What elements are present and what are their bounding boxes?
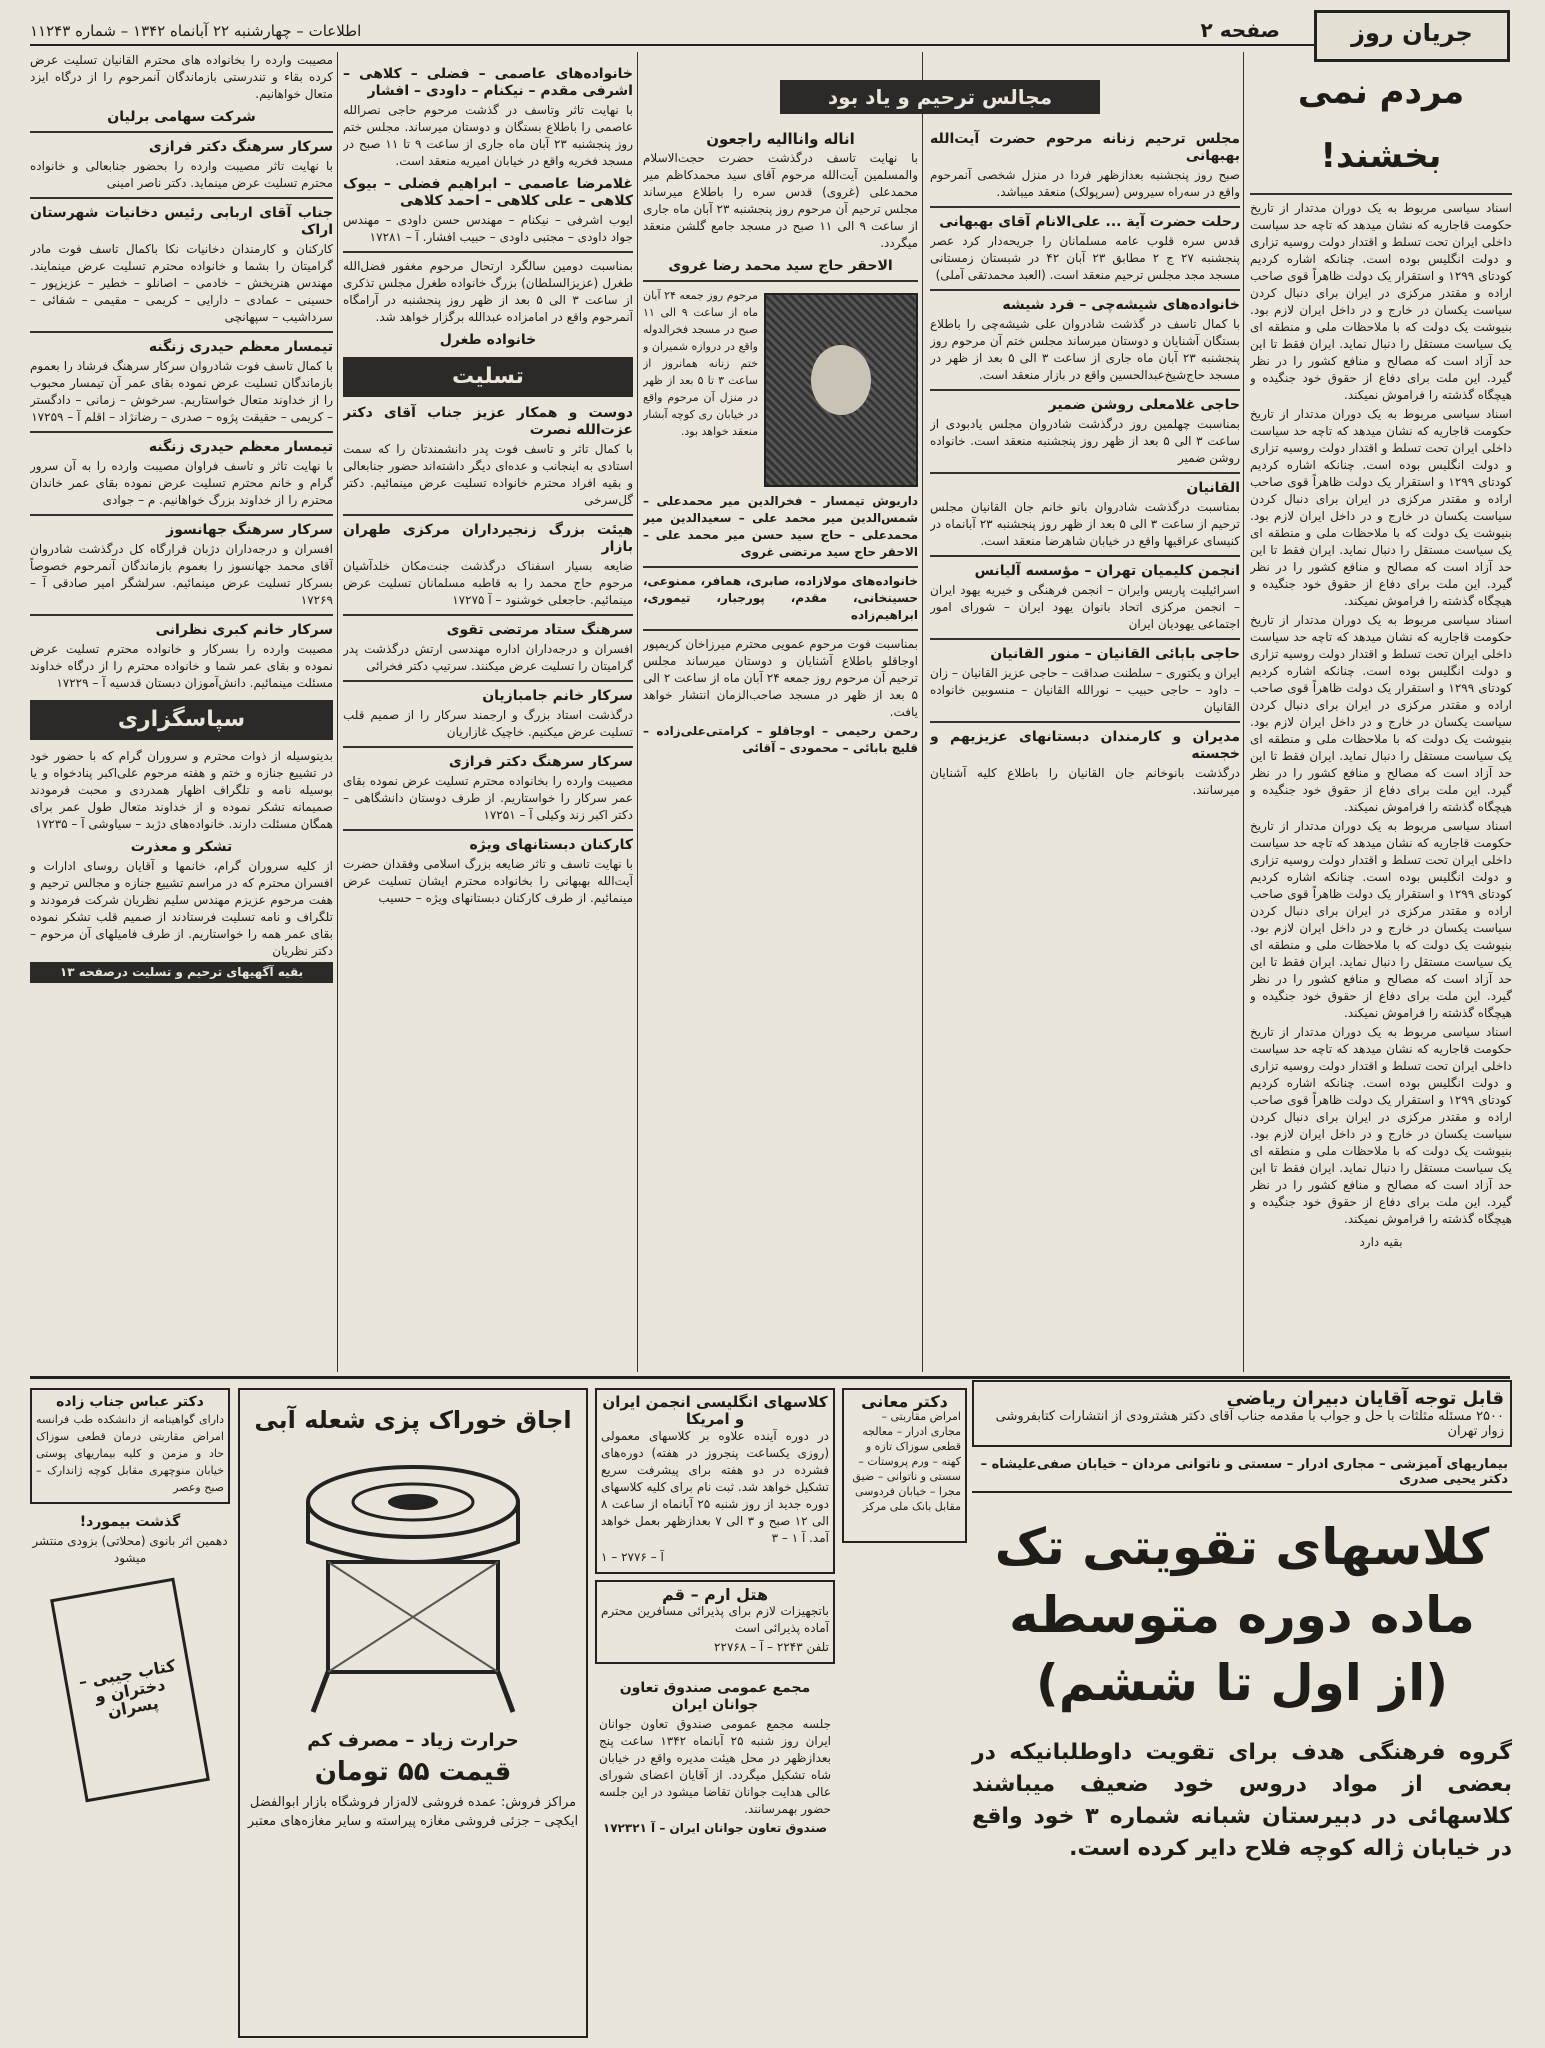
class-ad-code: آ – ۲۷۷۶ – ۱ [601,1550,664,1564]
tasliyat-column [343,60,633,1370]
divider [343,680,633,682]
notice-title: تیمسار معظم حیدری زنگنه [148,339,333,355]
tutoring-ad [972,1380,1512,2040]
column-divider [1243,52,1244,1372]
divider [930,472,1240,474]
fund-signature: صندوق تعاون جوانان ایران – آ ۱۷۲۳۲۱ [602,1821,828,1835]
stove-ad [238,1388,588,2038]
stove-illustration [288,1442,538,1722]
tasliyat-body: ضایعه بسیار اسفناک درگذشت جنت‌مکان خلدآشیان مرحوم حاج محمد را به قاطبه مسلمانان تسلیت عرض مینمائیم. حاجعلی خوشنود – آ ۱۷۲۷۵ [343,559,633,607]
divider [30,514,333,516]
divider [343,514,633,516]
notice-body: صبح روز پنجشنبه بعدازظهر فردا در منزل شخصی آنمرحوم واقع در سه‌راه سیروس (سرپولک) منعقد میباشد. [930,168,1240,199]
doctor-ad [842,1388,967,1543]
notice-body: بمناسبت درگذشت شادروان بانو خانم جان القانیان مجلس ترحیم از ساعت ۳ الی ۵ بعد از ظهر روز پنجشنبه ۲۳ آبانماه در کنیسای عراقیها واقع در خیابان شاهرضا منعقد است. [930,500,1240,548]
notice [930,297,1240,384]
fund-title: مجمع عمومی صندوق تعاون جوانان ایران [619,1680,811,1713]
condolence-families: خانواده‌های مولازاده، صابری، همافر، ممنوعی، حسینخانی، مقدم، پورجبار، تیموری، ابراهیم‌زاده [643,574,918,622]
notice-body: با کمال تاسف در گذشت شادروان علی شیشه‌چی را باطلاع بستگان آشنایان و دوستان میرساند مجلس ختم آن مرحوم روز پنجشنبه ۲۳ آبان ماه جاری از ساعت ۳ الی ۵ بعد از ظهر در مسجد حاج‌شیخ‌عبدالحسین واقع در بازار منعقد است. [930,317,1240,382]
notice-title: خانواده‌های شیشه‌چی – فرد شیشه [1002,297,1240,313]
book-notice-body: دهمین اثر بانوی (محلاتی) بزودی منتشر میشود [32,1534,228,1565]
notice [930,214,1240,284]
notice-title: حاجی غلامعلی روشن ضمیر [1048,397,1240,413]
notice-body: درگذشت بانوخانم جان القانیان را باطلاع کلیه آشنایان میرسانند. [930,766,1240,797]
notice-body: ایران و یکتوری – سلطنت صداقت – حاجی عزیز القانیان – زان – داود – حاجی حبیب – نورالله القانیان – منسوبین خانواده القانیان [930,666,1240,714]
continued-note: بقیه آگهیهای ترحیم و تسلیت درصفحه ۱۳ [30,962,333,983]
section-divider [30,1376,1510,1379]
big-ad-body: گروه فرهنگی هدف برای تقویت داوطلبانیکه در بعضی از مواد دروس خود ضعیف میباشند کلاسهائی در دبیرستان شبانه شماره ۳ خود واقع در خیابان ژاله کوچه فلاح دایر کرده است. [972,1740,1512,1861]
tasliyat-body: افسران و درجه‌داران اداره مهندسی ارتش درگذشت پدر گرامیتان را تسلیت عرض میکنند. سرتیپ دکتر فخرائی [343,642,633,673]
editorial-body-repeat: اسناد سیاسی مربوط به یک دوران مدتدار از تاریخ حکومت قاجاریه که نشان میدهد که تاچه حد سیاست داخلی ایران تحت تسلط و اقتدار دولت روسیه تزاری و دولت انگلیس بوده است. چنانکه اشاره کردیم کودتای ۱۲۹۹ و استقرار یک دولت ظاهراً قوی صاحب اراده و مقتدر مرکزی در ایران برای دنبال کردن سیاست یکسان در خارج و در داخل ایران لازم بود. بنیوشت یک دولت که با ملاحظات ملی و منطقه ای یک سیاست مستقل را دنبال نماید. ایران فقط تا این حد آزاد است که مصالح و منافع کشور را در نظر گیرد. این ملت برای دفاع از حقوق خود جنگیده و هیچگاه گذشته را فراموش نمیکند. [1250,819,1512,1020]
divider [930,389,1240,391]
notice [930,397,1240,467]
hotel-ad-body: باتجهیزات لازم برای پذیرائی مسافرین محترم آماده پذیرائی است [601,1604,829,1635]
notice-body: اسرائیلیت پاریس وایران – انجمن فرهنگی و خیریه یهود ایران – انجمن مرکزی اتحاد بانوان یهود ایران – شورای امور اجتماعی یهودیان ایران [930,583,1240,631]
editorial-body-repeat: اسناد سیاسی مربوط به یک دوران مدتدار از تاریخ حکومت قاجاریه که نشان میدهد که تاچه حد سیاست داخلی ایران تحت تسلط و اقتدار دولت روسیه تزاری و دولت انگلیس بوده است. چنانکه اشاره کردیم کودتای ۱۲۹۹ و استقرار یک دولت ظاهراً قوی صاحب اراده و مقتدر مرکزی در ایران برای دنبال کردن سیاست یکسان در خارج و در داخل ایران لازم بود. بنیوشت یک دولت که با ملاحظات ملی و منطقه ای یک سیاست مستقل را دنبال نماید. ایران فقط تا این حد آزاد است که مصالح و منافع کشور را در نظر گیرد. این ملت برای دفاع از حقوق خود جنگیده و هیچگاه گذشته را فراموش نمیکند. [1250,1025,1512,1226]
notice-title: مدیران و کارمندان دبستانهای عزیزیهم و خجسته [930,729,1240,762]
editorial-body: اسناد سیاسی مربوط به یک دوران مدتدار از تاریخ حکومت قاجاریه که نشان میدهد که تاچه حد سیاست داخلی ایران تحت تسلط و اقتدار دولت روسیه تزاری و دولت انگلیس بوده است. چنانکه اشاره کردیم کودتای ۱۲۹۹ و استقرار یک دولت ظاهراً قوی صاحب اراده و مقتدر مرکزی در ایران برای دنبال کردن سیاست یکسان در خارج و در داخل ایران لازم بود. بنیوشت یک دولت که با ملاحظات ملی و منطقه ای یک سیاست مستقل را دنبال نماید. ایران فقط تا این حد آزاد است که مصالح و منافع کشور را در نظر گیرد. این ملت برای دفاع از حقوق خود جنگیده و هیچگاه گذشته را فراموش نمیکند. [1250,201,1512,402]
tasliyat-title: سرهنگ ستاد مرتضی تقوی [446,622,633,638]
big-ad-title: (از اول تا ششم) [1035,1654,1449,1712]
notice-body: بمناسبت دومین سالگرد ارتحال مرحوم مغفور فضل‌الله طغرل (عزیزالسلطان) بزرگ خانواده طغرل مجلس تذکری از ساعت ۳ الی ۵ بعد از ظهر روز پنجشنبه در آرامگاه آنمرحوم واقع در امامزاده عبدالله برگزار خواهد شد. [343,259,633,324]
column-title-box: جریان روز [1314,10,1510,62]
notice-title: سرکار سرهنگ جهانسوز [166,522,333,538]
clinic-ad: بیماریهای آمیزشی – مجاری ادرار – سستی و ناتوانی مردان – خیابان صفی‌علیشاه – دکتر یحیی صدری [972,1453,1512,1493]
tasliyat-banner: تسلیت [343,357,633,397]
venereal-ad-body: دارای گواهینامه از دانشکده طب فرانسه امراض مقاربتی درمان قطعی سوزاک حاد و مزمن و کلیه بیماریهای پوستی خیابان منوچهری مقابل کوچه ژاندارک – صبح وعصر [36,1413,224,1494]
majales-title: اناله واناالیه راجعون [706,130,855,148]
divider [30,197,333,199]
second-signature: رحمن رحیمی – اوجاقلو – کرامتی‌علی‌زاده – قلیچ بابائی – محمودی – آقائی [643,724,918,755]
english-class-ad [595,1388,835,1574]
page-number: صفحه ۲ [1200,18,1280,42]
editorial-body-repeat: اسناد سیاسی مربوط به یک دوران مدتدار از تاریخ حکومت قاجاریه که نشان میدهد که تاچه حد سیاست داخلی ایران تحت تسلط و اقتدار دولت روسیه تزاری و دولت انگلیس بوده است. چنانکه اشاره کردیم کودتای ۱۲۹۹ و استقرار یک دولت ظاهراً قوی صاحب اراده و مقتدر مرکزی در ایران برای دنبال کردن سیاست یکسان در خارج و در داخل ایران لازم بود. بنیوشت یک دولت که با ملاحظات ملی و منطقه ای یک سیاست مستقل را دنبال نماید. ایران فقط تا این حد آزاد است که مصالح و منافع کشور را در نظر گیرد. این ملت برای دفاع از حقوق خود جنگیده و هیچگاه گذشته را فراموش نمیکند. [1250,407,1512,608]
hotel-ad-phone: تلفن ۲۲۴۳ – آ – ۲۲۷۶۸ [714,1640,829,1654]
photo-row [643,287,918,493]
divider [643,280,918,282]
notice-body: با کمال تاسف فوت شادروان سرکار سرهنگ فرشاد را بعموم بازماندگان تسلیت عرض نموده بقای عمر آن تیمسار محبوب را از خداوند متعال خواستاریم. سرخوش – زمانی – دادگستر – کریمی – حقیقت پژوه – صدری – رضانژاد – اقلم آ – ۱۷۲۵۹ [30,359,333,424]
divider [30,131,333,133]
doctor-ad-title: دکتر معانی [861,1392,948,1411]
divider [930,555,1240,557]
class-ad-title: کلاسهای انگلیسی انجمن ایران و امریکا [602,1393,828,1428]
notice [930,729,1240,799]
notice [930,131,1240,201]
hotel-ad-title: هتل ارم – قم [661,1585,769,1604]
majales-signature: الاحقر حاج سید محمد رضا غروی [668,258,893,274]
majales-column [643,125,918,1370]
photo-caption: مرحوم روز جمعه ۲۴ آبان ماه از ساعت ۹ الی ۱۱ صبح در مسجد فخرالدوله واقع در دروازه شمیران و ختم زنانه همانروز از ساعت ۳ تا ۵ بعد از ظهر در منزل آن مرحوم واقع در خیابان ری کوچه آبشار منعقد خواهد بود. [643,289,759,438]
notice-title: سرکار خانم کبری نظرانی [155,622,333,638]
notice-title: سرکار سرهنگ دکتر فرازی [148,139,333,155]
divider [930,721,1240,723]
tasliyat-title: کارکنان دبستانهای ویژه [469,837,633,853]
doctor-ad-body: امراض مقاربتی – مجاری ادرار – معالجه قطعی سوزاک تازه و کهنه – ورم پروستات – سستی و ناتوانی – ضیق مجرا – خیابان فردوسی مقابل بانک ملی مرکز [852,1410,961,1513]
thanks-body: از کلیه سروران گرام، خانمها و آقایان روسای ادارات و افسران محترم که در مراسم تشییع جنازه و مجالس ترحیم و هفت مرحوم عزیزم مهندس سلیم نظریان شرکت فرمودند و تلگراف و نامه تسلیت فرستادند از صمیم قلب تشکر نموده بقای عمر همه را خواستاریم. از طرف فامیلهای آن مرحوم – دکتر نظریان [30,859,333,958]
tasliyat-title: سرکار خانم جامبازیان [482,688,633,704]
tasliyat-body: با کمال تاثر و تاسف فوت پدر دانشمندتان را که سمت استادی به اینجانب و عده‌ای دیگر داشته‌اند حضور جنابعالی و بقیه افراد محترم خانواده تسلیت عرض مینمائیم. دکتر گل‌سرخی [343,442,633,507]
divider [343,829,633,831]
book-notice-title: گذشت بیمورد! [79,1514,181,1530]
notices-column [930,125,1240,1370]
notice-title: خانواده طغرل [439,332,537,348]
notice-title: مجلس ترحیم زنانه مرحوم حضرت آیت‌الله بهبهانی [930,131,1240,164]
divider [930,638,1240,640]
tasliyat-body: درگذشت استاد بزرگ و ارجمند سرکار را از صمیم قلب تسلیت عرض میکنیم. خاچیک غازاریان [343,708,633,739]
big-ad-title: کلاسهای تقویتی تک [994,1518,1490,1576]
notice [930,563,1240,633]
notice-title: شرکت سهامی برلیان [107,109,256,125]
portrait-face [811,345,871,415]
big-ad-title: ماده دوره متوسطه [1009,1586,1475,1644]
tasliyat-title: دوست و همکار عزیز جناب آقای دکتر عزت‌الله نصرت [343,405,633,438]
editorial-body-repeat: اسناد سیاسی مربوط به یک دوران مدتدار از تاریخ حکومت قاجاریه که نشان میدهد که تاچه حد سیاست داخلی ایران تحت تسلط و اقتدار دولت روسیه تزاری و دولت انگلیس بوده است. چنانکه اشاره کردیم کودتای ۱۲۹۹ و استقرار یک دولت ظاهراً قوی صاحب اراده و مقتدر مرکزی در ایران برای دنبال کردن سیاست یکسان در خارج و در داخل ایران لازم بود. بنیوشت یک دولت که با ملاحظات ملی و منطقه ای یک سیاست مستقل را دنبال نماید. ایران فقط تا این حد آزاد است که مصالح و منافع کشور را در نظر گیرد. این ملت برای دفاع از حقوق خود جنگیده و هیچگاه گذشته را فراموش نمیکند. [1250,613,1512,814]
tasliyat-title: سرکار سرهنگ دکتر فرازی [448,754,633,770]
venereal-ad-title: دکتر عباس جناب زاده [56,1394,204,1410]
family-names: داریوش تیمسار – فخرالدین میر محمدعلی – شمس‌الدین میر محمد علی – سعیدالدین میر محمدعلی – حاج سید حسن میر محمد علی – الاحقر حاج سید مرتضی غروی [643,494,918,559]
notice-title: تیمسار معظم حیدری زنگنه [148,439,333,455]
notice-title: القانیان [1186,480,1240,496]
far-left-column [30,52,333,1370]
sepasgozari-banner: سپاسگزاری [30,700,333,740]
left-small-ads [30,1388,230,2038]
notice-title: رحلت حضرت آیة ... علی‌الانام آقای بهبهانی [939,214,1240,230]
hotel-ad [595,1580,835,1664]
continued-note: بقیه دارد [1359,1235,1403,1249]
stove-drawing [288,1442,538,1722]
math-ad-body: ۲۵۰۰ مسئله مثلثات با حل و جواب با مقدمه جناب آقای دکتر هشترودی از انتشارات کتابفروشی زوار تهران [995,1409,1504,1439]
stove-ad-feature: حرارت زیاد – مصرف کم [307,1730,519,1751]
divider [343,614,633,616]
stove-ad-price: قیمت ۵۵ تومان [314,1757,512,1787]
divider [343,746,633,748]
divider [1250,193,1512,195]
notice-body: با نهایت تاثر وتاسف در گذشت مرحوم حاجی نصرالله عاصمی را باطلاع بستگان و دوستان میرساند. مجلس ختم روز پنجشنبه ۲۳ آبان ماه جاری از ساعت ۹ تا ۱۱ صبح در مسجد فخریه واقع در خیابان امیریه منعقد است. [343,103,633,168]
tasliyat-body: مصیبت وارده را بخانواده محترم تسلیت عرض نموده بقای عمر سرکار را خواستاریم. از طرف دوستان دانشگاهی – دکتر اکبر زند وکیلی آ – ۱۷۲۵۱ [343,774,633,822]
divider [30,614,333,616]
center-ads [595,1388,835,2038]
notice-body: قدس سره قلوب عامه مسلمانان را جریحه‌دار کرد عصر پنجشنبه ۲۷ ج ۲ مطابق ۲۳ آبان ۴۲ در شبستان زمستانی مسجد مجد مجلس ترحیم منعقد است. (العبد محمدتقی آملی) [930,234,1240,282]
divider [930,206,1240,208]
notice-body: مصیبت وارده را بخانواده های محترم القانیان تسلیت عرض کرده بقاء و تندرستی بازماندگان آنمرحوم را از درگاه ایزد متعال خواهانیم. [30,53,333,101]
notice [930,480,1240,550]
divider [930,289,1240,291]
math-ad-title: قابل توجه آقایان دبیران ریاضی [1226,1388,1504,1409]
notice-title: حاجی بابائی القانیان – منور القانیان [990,646,1240,662]
notice-body: ایوب اشرفی – نیکنام – مهندس حسن داودی – مهندس جواد داودی – مجتبی داودی – حبیب افشار. آ – ۱۷۲۸۱ [343,213,633,244]
pocket-book-illustration: کتاب جیبی – دختران و پسران [50,1578,210,1803]
column-divider [337,52,338,1372]
second-notice: بمناسبت فوت مرحوم عمویی محترم میرزاخان کریمپور اوجاقلو باطلاع آشنایان و دوستان میرساند مجلس ترحیم آن مرحوم روز جمعه ۲۴ آبان ماه از ساعت ۲ الی ۵ بعد از ظهر در مسجد صاحب‌الزمان انتشار خواهد یافت. [643,637,918,719]
fund-notice [595,1670,835,1843]
notice [930,646,1240,716]
math-ad [972,1380,1512,1447]
divider [643,629,918,631]
column-divider [637,52,638,1372]
notice-body: بمناسبت چهلمین روز درگذشت شادروان مجلس یادبودی از ساعت ۳ الی ۵ بعد از ظهر روز پنجشنبه منعقد است. خانواده روشن ضمیر [930,417,1240,465]
editorial-column [1250,60,1512,1370]
notice-title: خانواده‌های عاصمی – فضلی – کلاهی – اشرفی مقدم – نیکنام – داودی – افشار [343,66,633,99]
majales-body: با نهایت تاسف درگذشت حضرت حجت‌الاسلام والمسلمین آیت‌الله مرحوم آقای سید محمدکاظم میر محمدعلی (غروی) قدس سره را باطلاع میرساند مجلس ترحیم آن مرحوم روز پنجشنبه ۲۳ آبان ماه جاری از ساعت ۹ الی ۱۱ صبح در مسجد جامع گلشن منعقد میگردد. [643,151,918,250]
portrait-photo [764,293,918,487]
venereal-doctor-ad [30,1388,230,1504]
notice-body: کارکنان و کارمندان دخانیات نکا باکمال تاسف فوت مادر گرامیتان را بشما و خانواده محترم تسلیت عرض مینمایند. مهندس هنریخش – خادمی – اصانلو – خطیر – عزیزپور – حسینی – عمادی – دارایی – کریمی – مقیمی – شفائی – سرداشیب – سپهانچی [30,242,333,324]
editorial-title: مردم نمی بخشند! [1297,72,1465,176]
notice-body: مصیبت وارده را بسرکار و خانواده محترم تسلیت عرض نموده و بقای عمر شما و خانواده محترم را از درگاه خداوند مسئلت مینمائیم. دانش‌آموزان دبستان قدسیه آ – ۱۷۲۲۹ [30,642,333,690]
page-header [30,18,1510,46]
class-ad-body: در دوره آینده علاوه بر کلاسهای معمولی (روزی یکساعت پنجروز در هفته) دوره‌های فشرده در دو هفته برای پیشرفت سریع تشکیل خواهد شد. ثبت نام برای کلیه کلاسهای دوره جدید از روز شنبه ۲۵ آبانماه از ساعت ۸ الی ۱۲ صبح و ۳ الی ۷ بعدازظهر بعمل خواهد آمد. آ ۱ – ۳ [601,1429,829,1545]
divider [343,251,633,253]
divider [30,331,333,333]
notice-body: افسران و درجه‌داران دژبان قرارگاه کل درگذشت شادروان آقای محمد جهانسوز را بعموم بازماندگان آنمرحوم خصوصاً بسرکار تسلیت عرض مینمائیم. سرلشگر امیر صادقی آ – ۱۷۲۶۹ [30,542,333,607]
thanks-title: تشکر و معذرت [130,839,233,855]
column-divider [922,52,923,1372]
majales-banner [780,80,1100,114]
notice-title: انجمن کلیمیان تهران – مؤسسه آلیانس [974,563,1240,579]
stove-ad-dealers: مراکز فروش: عمده فروشی لاله‌زار فروشگاه بازار ابوالفضل ایکچی – جزئی فروشی مغازه پیراسته و سایر مغازه‌های معتبر [247,1795,579,1829]
divider [643,566,918,568]
thanks-body: بدینوسیله از ذوات محترم و سروران گرام که با حضور خود در تشییع جنازه و ختم و هفته مرحوم علی‌اکبر پنادخواه و یا بوسیله نامه و تلگراف اظهار همدردی و محبت فرمودند صمیمانه تشکر نموده و از خداوند متعال طول عمر برای همگان مسئلت دارند. خانواده‌های دژبد – سیاوشی آ – ۱۷۲۳۵ [30,749,333,831]
tasliyat-title: هیئت بزرگ زنجیرداران مرکزی طهران بازار [343,522,633,555]
notice-title: جناب آقای اربابی رئیس دخانیات شهرستان اراک [30,205,333,238]
stove-ad-title: اجاق خوراک پزی شعله آبی [254,1406,572,1434]
notice-body: با نهایت تاثر مصیبت وارده را بحضور جنابعالی و خانواده محترم تسلیت عرض مینماید. دکتر ناصر امینی [30,159,333,190]
issue-info: اطلاعات – چهارشنبه ۲۲ آبانماه ۱۳۴۲ – شماره ۱۱۲۴۳ [30,22,362,40]
fund-body: جلسه مجمع عمومی صندوق تعاون جوانان ایران روز شنبه ۲۵ آبانماه ۱۳۴۲ ساعت پنج بعدازظهر در محل هیئت مدیره واقع در خیابان شاه تشکیل میگردد. از آقایان اعضای شورای عالی هدایت جوانان تقاضا میشود در این جلسه حضور بهمرسانند. [599,1717,832,1816]
notice-title: غلامرضا عاصمی – ابراهیم فضلی – بیوک کلاهی – علی کلاهی – احمد کلاهی [343,176,633,209]
tasliyat-body: با نهایت تاسف و تاثر ضایعه بزرگ اسلامی وفقدان حضرت آیت‌الله بهبهانی را بخانواده محترم ایشان تسلیت عرض مینمائیم. از طرف کارکنان دبستانهای ویژه – حسیب [343,857,633,905]
divider [30,431,333,433]
notice-body: با نهایت تاثر و تاسف فراوان مصیبت وارده را به آن سرور گرام و خانم محترم تسلیت عرض نموده بقای عمر خاندان محترم را از خداوند بزرگ خواهانیم. م – جوادی [30,459,333,507]
majales-banner-text: مجالس ترحیم و یاد بود [780,80,1100,114]
